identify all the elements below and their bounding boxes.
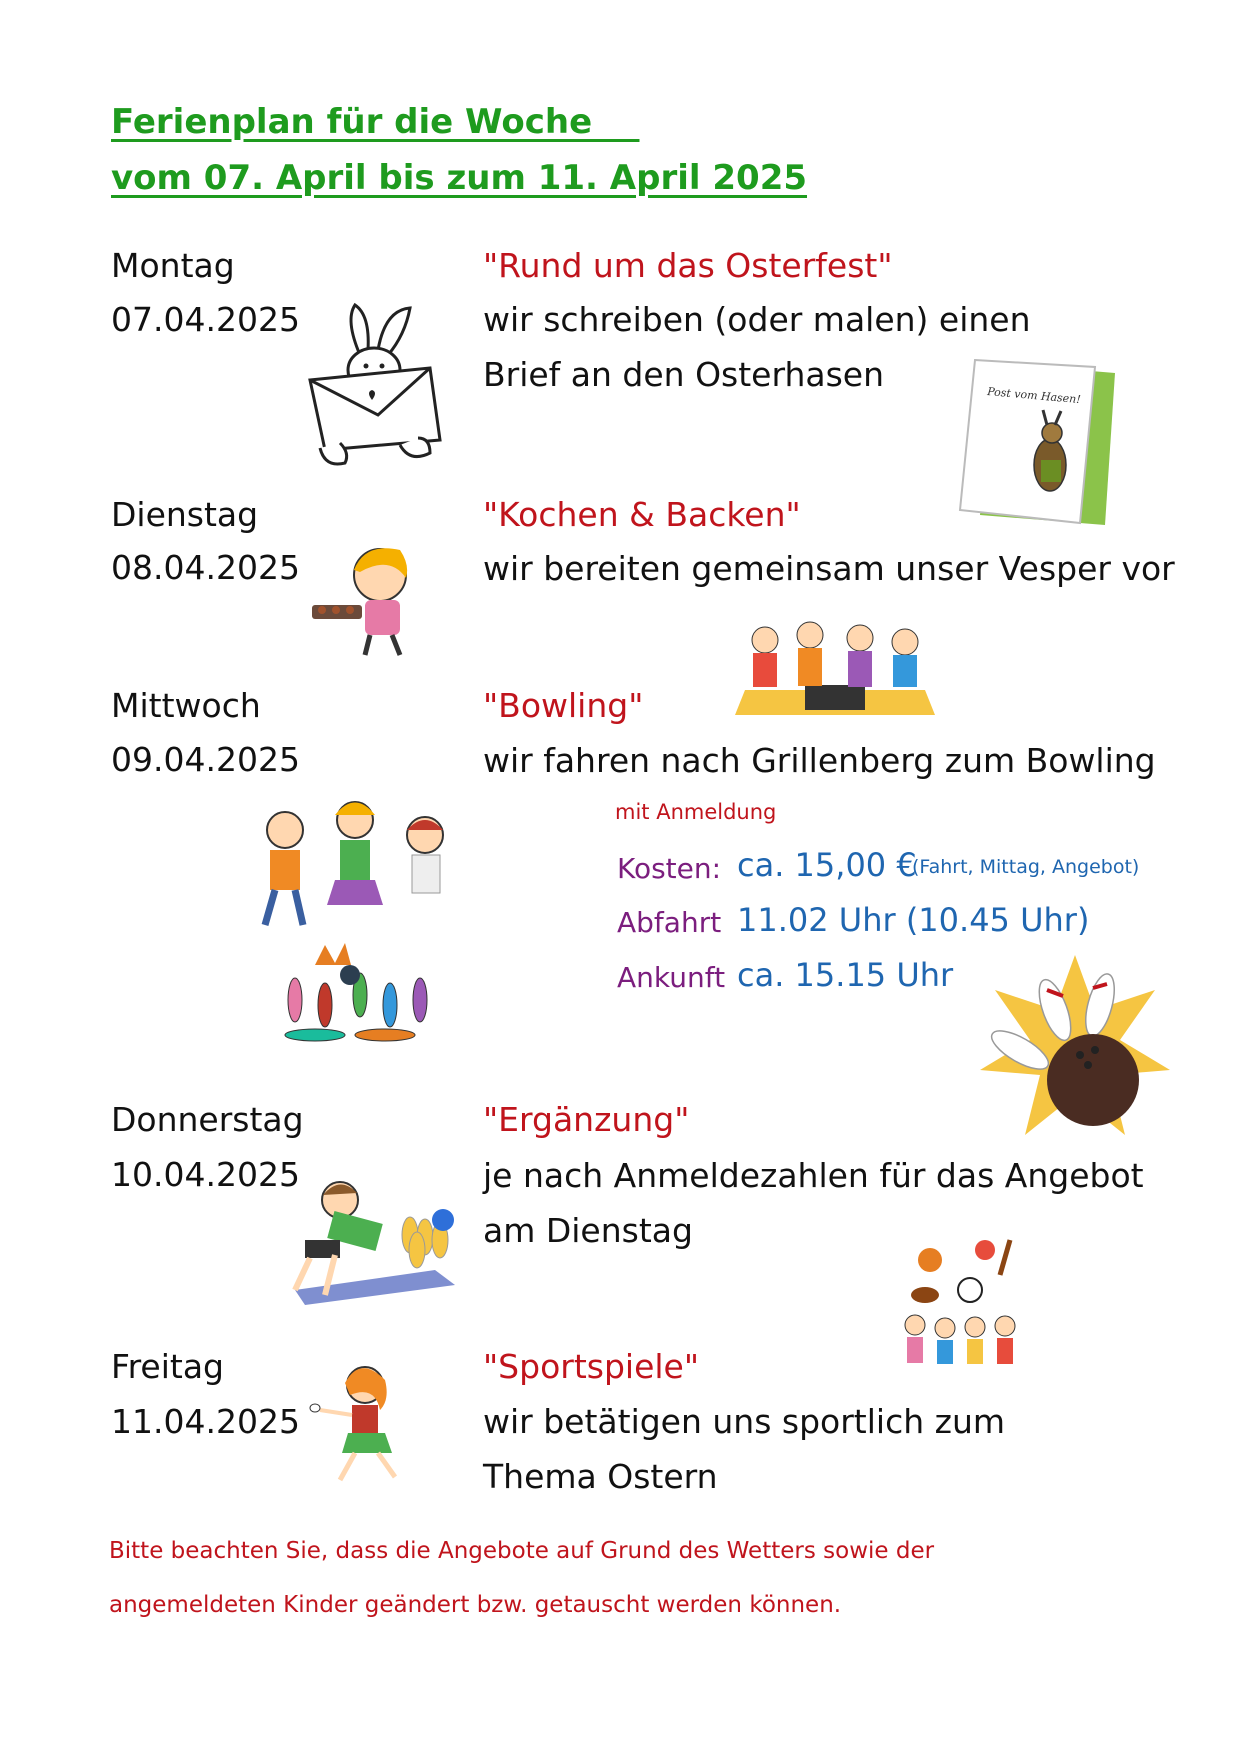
desc-thursday: je nach Anmeldezahlen für das Angebot am Dienstag	[483, 1156, 1144, 1250]
card-illustration	[955, 355, 1125, 535]
page-title-line2: vom 07. April bis zum 11. April 2025	[111, 158, 808, 198]
date-friday: 11.04.2025	[111, 1402, 300, 1441]
footer-notice-line2: angemeldeten Kinder geändert bzw. getauscht werden können.	[109, 1592, 842, 1618]
boy-bowling-illustration	[285, 1175, 460, 1305]
page-title-line1: Ferienplan für die Woche	[111, 102, 640, 142]
cost-label: Kosten:	[617, 852, 722, 885]
day-monday: Montag	[111, 246, 235, 285]
kids-sports-illustration	[890, 1230, 1030, 1385]
topic-thursday: "Ergänzung"	[483, 1100, 690, 1139]
arrival-value: ca. 15.15 Uhr	[737, 956, 954, 994]
bunny-letter-illustration	[300, 300, 450, 470]
day-wednesday: Mittwoch	[111, 686, 261, 725]
card-text: Post vom Hasen!	[986, 385, 1082, 407]
day-thursday: Donnerstag	[111, 1100, 304, 1139]
day-tuesday: Dienstag	[111, 495, 259, 534]
topic-tuesday: "Kochen & Backen"	[483, 495, 801, 534]
registration-note: mit Anmeldung	[615, 800, 777, 824]
desc-friday: wir betätigen uns sportlich zum Thema Ostern	[483, 1402, 1006, 1496]
departure-label: Abfahrt	[617, 906, 722, 939]
footer-notice-line1: Bitte beachten Sie, dass die Angebote auf Grund des Wetters sowie der	[109, 1538, 935, 1564]
day-friday: Freitag	[111, 1347, 225, 1386]
departure-value: 11.02 Uhr (10.45 Uhr)	[737, 901, 1090, 939]
bowling-ball-illustration	[975, 950, 1175, 1150]
date-wednesday: 09.04.2025	[111, 740, 300, 779]
girl-egg-race-illustration	[300, 1355, 420, 1485]
desc-wednesday: wir fahren nach Grillenberg zum Bowling	[483, 741, 1156, 780]
topic-monday: "Rund um das Osterfest"	[483, 246, 893, 285]
desc-monday: wir schreiben (oder malen) einen Brief an den Osterhasen	[483, 300, 1031, 394]
desc-tuesday: wir bereiten gemeinsam unser Vesper vor	[483, 549, 1175, 588]
arrival-label: Ankunft	[617, 961, 726, 994]
topic-wednesday: "Bowling"	[483, 686, 644, 725]
kids-cooking-illustration	[735, 620, 935, 715]
date-monday: 07.04.2025	[111, 300, 300, 339]
kids-bowling-illustration	[255, 795, 455, 1045]
kid-baking-illustration	[310, 540, 440, 660]
date-tuesday: 08.04.2025	[111, 548, 300, 587]
date-thursday: 10.04.2025	[111, 1155, 300, 1194]
cost-value: ca. 15,00 €	[737, 846, 917, 884]
cost-note: (Fahrt, Mittag, Angebot)	[912, 856, 1140, 878]
topic-friday: "Sportspiele"	[483, 1347, 700, 1386]
